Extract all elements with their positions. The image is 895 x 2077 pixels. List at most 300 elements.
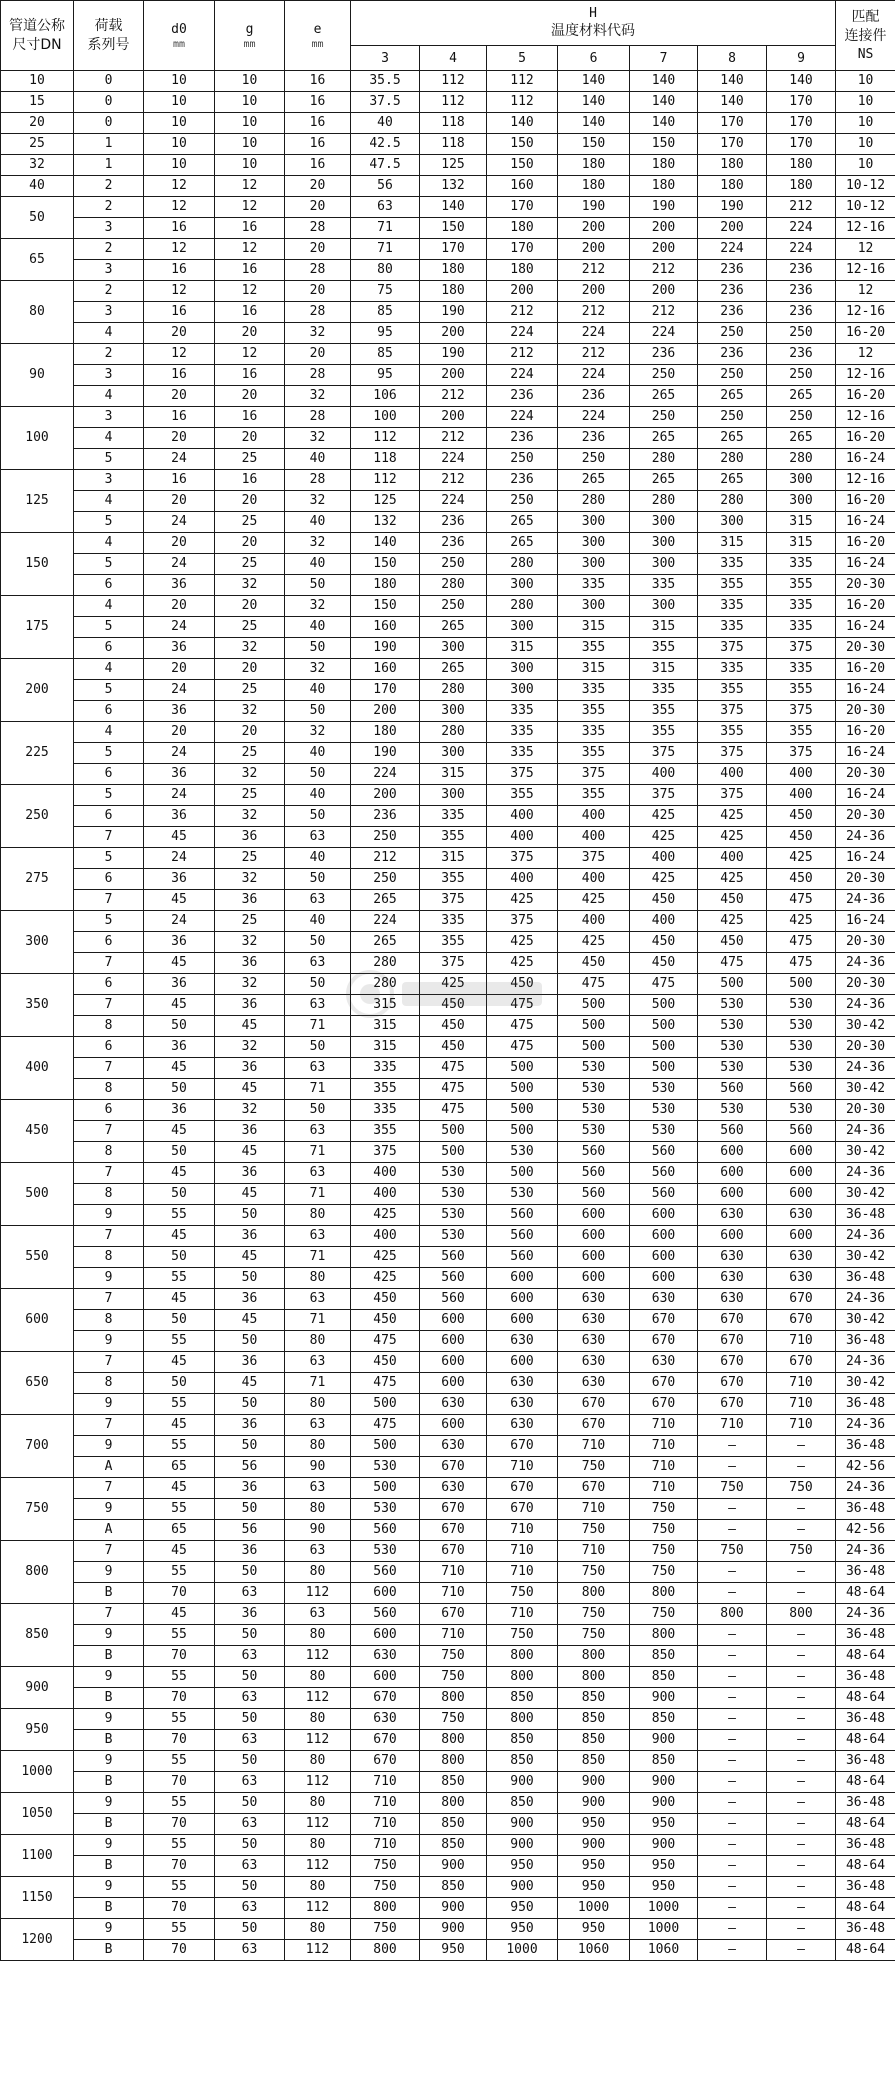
cell-h-5: 300 — [487, 617, 558, 638]
cell-d0: 16 — [144, 302, 215, 323]
cell-h-6: 212 — [558, 344, 630, 365]
table-row — [1, 1940, 895, 1961]
cell-h-6: 180 — [558, 176, 630, 197]
cell-h-4: 212 — [420, 386, 487, 407]
cell-h-4: 280 — [420, 680, 487, 701]
cell-e: 112 — [285, 1646, 351, 1667]
cell-h-5: 850 — [487, 1688, 558, 1709]
cell-h-3: 500 — [351, 1436, 420, 1457]
cell-g: 16 — [215, 365, 285, 386]
cell-ns: 24-36 — [836, 1289, 895, 1310]
cell-h-5: 500 — [487, 1058, 558, 1079]
cell-dn: 275 — [1, 848, 74, 911]
cell-h-5: 265 — [487, 512, 558, 533]
cell-e: 50 — [285, 1037, 351, 1058]
cell-ns: 16-20 — [836, 533, 895, 554]
cell-series: 3 — [74, 407, 144, 428]
cell-h-6: 850 — [558, 1730, 630, 1751]
cell-h-7: 315 — [630, 617, 698, 638]
cell-series: 2 — [74, 281, 144, 302]
cell-dn: 32 — [1, 155, 74, 176]
cell-e: 80 — [285, 1919, 351, 1940]
cell-h-4: 670 — [420, 1520, 487, 1541]
cell-h-4: 475 — [420, 1058, 487, 1079]
cell-series: 9 — [74, 1436, 144, 1457]
table-row — [1, 554, 895, 575]
table-row — [1, 386, 895, 407]
cell-h-9: – — [767, 1730, 836, 1751]
cell-series: 2 — [74, 344, 144, 365]
table-row — [1, 932, 895, 953]
cell-ns: 36-48 — [836, 1625, 895, 1646]
cell-h-8: 265 — [698, 428, 767, 449]
cell-d0: 55 — [144, 1499, 215, 1520]
cell-g: 63 — [215, 1646, 285, 1667]
table-row — [1, 1100, 895, 1121]
cell-g: 36 — [215, 1541, 285, 1562]
cell-h-9: 265 — [767, 428, 836, 449]
cell-h-6: 750 — [558, 1520, 630, 1541]
cell-h-9: – — [767, 1562, 836, 1583]
cell-d0: 36 — [144, 764, 215, 785]
cell-h-3: 630 — [351, 1709, 420, 1730]
cell-h-9: – — [767, 1667, 836, 1688]
cell-g: 36 — [215, 1415, 285, 1436]
table-row — [1, 1919, 895, 1940]
cell-h-9: 600 — [767, 1184, 836, 1205]
cell-h-9: 300 — [767, 470, 836, 491]
cell-e: 28 — [285, 302, 351, 323]
cell-series: 7 — [74, 890, 144, 911]
cell-g: 10 — [215, 113, 285, 134]
table-row — [1, 1310, 895, 1331]
cell-series: 8 — [74, 1310, 144, 1331]
cell-h-7: 450 — [630, 932, 698, 953]
cell-h-3: 600 — [351, 1625, 420, 1646]
cell-dn: 40 — [1, 176, 74, 197]
cell-h-6: 900 — [558, 1772, 630, 1793]
cell-h-8: 475 — [698, 953, 767, 974]
table-row — [1, 1814, 895, 1835]
cell-h-3: 160 — [351, 617, 420, 638]
cell-h-7: 300 — [630, 512, 698, 533]
cell-h-8: 265 — [698, 386, 767, 407]
cell-h-5: 355 — [487, 785, 558, 806]
cell-dn: 150 — [1, 533, 74, 596]
cell-series: 6 — [74, 1100, 144, 1121]
cell-h-3: 315 — [351, 1016, 420, 1037]
cell-h-3: 150 — [351, 596, 420, 617]
cell-h-6: 560 — [558, 1163, 630, 1184]
cell-h-3: 250 — [351, 827, 420, 848]
cell-h-7: 530 — [630, 1100, 698, 1121]
table-row — [1, 1730, 895, 1751]
cell-e: 112 — [285, 1898, 351, 1919]
cell-d0: 20 — [144, 533, 215, 554]
cell-series: 4 — [74, 323, 144, 344]
cell-h-3: 670 — [351, 1688, 420, 1709]
cell-h-8: 600 — [698, 1163, 767, 1184]
header-e — [285, 1, 351, 71]
cell-h-5: 112 — [487, 71, 558, 92]
cell-h-5: 800 — [487, 1667, 558, 1688]
cell-g: 20 — [215, 596, 285, 617]
cell-h-4: 280 — [420, 722, 487, 743]
cell-d0: 10 — [144, 134, 215, 155]
header-ns-line1: 匹配 — [851, 9, 880, 25]
table-row — [1, 1058, 895, 1079]
cell-h-6: 425 — [558, 932, 630, 953]
cell-h-9: – — [767, 1457, 836, 1478]
cell-h-3: 800 — [351, 1940, 420, 1961]
cell-series: 7 — [74, 1121, 144, 1142]
cell-series: 0 — [74, 113, 144, 134]
cell-h-9: 375 — [767, 743, 836, 764]
cell-d0: 50 — [144, 1142, 215, 1163]
cell-g: 50 — [215, 1205, 285, 1226]
cell-dn: 15 — [1, 92, 74, 113]
cell-e: 20 — [285, 281, 351, 302]
cell-h-8: 265 — [698, 470, 767, 491]
cell-h-3: 125 — [351, 491, 420, 512]
cell-h-4: 710 — [420, 1583, 487, 1604]
table-row — [1, 1562, 895, 1583]
cell-ns: 42-56 — [836, 1457, 895, 1478]
cell-h-9: 600 — [767, 1142, 836, 1163]
cell-series: 7 — [74, 1604, 144, 1625]
cell-h-4: 150 — [420, 218, 487, 239]
cell-e: 32 — [285, 491, 351, 512]
cell-h-3: 400 — [351, 1226, 420, 1247]
cell-h-4: 236 — [420, 533, 487, 554]
cell-e: 50 — [285, 575, 351, 596]
cell-h-9: 530 — [767, 1037, 836, 1058]
cell-d0: 55 — [144, 1394, 215, 1415]
cell-d0: 45 — [144, 1289, 215, 1310]
cell-h-9: 400 — [767, 764, 836, 785]
cell-h-9: 315 — [767, 533, 836, 554]
cell-h-8: – — [698, 1436, 767, 1457]
cell-h-3: 71 — [351, 218, 420, 239]
cell-d0: 24 — [144, 848, 215, 869]
cell-d0: 24 — [144, 512, 215, 533]
cell-g: 36 — [215, 1226, 285, 1247]
cell-dn: 100 — [1, 407, 74, 470]
cell-e: 28 — [285, 470, 351, 491]
cell-h-3: 140 — [351, 533, 420, 554]
cell-h-4: 530 — [420, 1184, 487, 1205]
cell-h-3: 750 — [351, 1856, 420, 1877]
cell-series: 9 — [74, 1877, 144, 1898]
cell-h-7: 850 — [630, 1709, 698, 1730]
cell-ns: 16-24 — [836, 680, 895, 701]
cell-ns: 20-30 — [836, 575, 895, 596]
table-row — [1, 113, 895, 134]
cell-h-4: 112 — [420, 71, 487, 92]
cell-e: 40 — [285, 848, 351, 869]
cell-e: 20 — [285, 239, 351, 260]
table-row — [1, 785, 895, 806]
cell-series: 3 — [74, 302, 144, 323]
cell-h-8: 530 — [698, 1058, 767, 1079]
cell-ns: 36-48 — [836, 1562, 895, 1583]
cell-h-5: 530 — [487, 1184, 558, 1205]
cell-h-7: 1000 — [630, 1898, 698, 1919]
cell-h-5: 670 — [487, 1436, 558, 1457]
cell-g: 63 — [215, 1814, 285, 1835]
cell-ns: 48-64 — [836, 1772, 895, 1793]
cell-series: 9 — [74, 1793, 144, 1814]
cell-series: 7 — [74, 1478, 144, 1499]
cell-h-9: – — [767, 1898, 836, 1919]
cell-g: 36 — [215, 1604, 285, 1625]
cell-h-5: 950 — [487, 1898, 558, 1919]
table-row — [1, 1142, 895, 1163]
cell-h-9: 560 — [767, 1121, 836, 1142]
cell-h-5: 280 — [487, 596, 558, 617]
cell-d0: 16 — [144, 470, 215, 491]
cell-h-5: 800 — [487, 1646, 558, 1667]
table-row — [1, 722, 895, 743]
cell-h-9: – — [767, 1751, 836, 1772]
cell-dn: 900 — [1, 1667, 74, 1709]
cell-h-7: 850 — [630, 1667, 698, 1688]
cell-dn: 90 — [1, 344, 74, 407]
cell-ns: 20-30 — [836, 701, 895, 722]
cell-h-5: 236 — [487, 428, 558, 449]
table-body — [1, 71, 895, 1961]
cell-h-6: 630 — [558, 1373, 630, 1394]
cell-series: 6 — [74, 974, 144, 995]
cell-e: 63 — [285, 827, 351, 848]
cell-h-3: 112 — [351, 470, 420, 491]
cell-d0: 70 — [144, 1898, 215, 1919]
cell-series: B — [74, 1814, 144, 1835]
cell-h-7: 450 — [630, 890, 698, 911]
cell-series: 7 — [74, 1352, 144, 1373]
cell-h-5: 224 — [487, 365, 558, 386]
table-row — [1, 1226, 895, 1247]
header-e-unit: mm — [311, 38, 324, 50]
header-series-line1: 荷载 — [94, 17, 123, 34]
cell-e: 16 — [285, 71, 351, 92]
cell-h-8: 375 — [698, 701, 767, 722]
cell-h-6: 212 — [558, 260, 630, 281]
cell-h-5: 300 — [487, 659, 558, 680]
table-row — [1, 1793, 895, 1814]
cell-h-6: 950 — [558, 1919, 630, 1940]
table-row — [1, 197, 895, 218]
cell-h-9: – — [767, 1436, 836, 1457]
table-row — [1, 470, 895, 491]
cell-h-8: 630 — [698, 1205, 767, 1226]
cell-h-6: 750 — [558, 1562, 630, 1583]
cell-ns: 10 — [836, 155, 895, 176]
cell-ns: 12-16 — [836, 470, 895, 491]
cell-h-5: 212 — [487, 302, 558, 323]
cell-h-6: 630 — [558, 1289, 630, 1310]
cell-h-7: 150 — [630, 134, 698, 155]
cell-e: 50 — [285, 1100, 351, 1121]
cell-h-5: 375 — [487, 911, 558, 932]
cell-h-5: 950 — [487, 1856, 558, 1877]
cell-e: 50 — [285, 701, 351, 722]
cell-series: 5 — [74, 512, 144, 533]
cell-h-4: 800 — [420, 1688, 487, 1709]
cell-h-9: 280 — [767, 449, 836, 470]
cell-h-8: 236 — [698, 281, 767, 302]
cell-h-9: – — [767, 1625, 836, 1646]
cell-h-5: 375 — [487, 764, 558, 785]
cell-h-9: 236 — [767, 344, 836, 365]
cell-h-6: 315 — [558, 617, 630, 638]
cell-g: 36 — [215, 953, 285, 974]
cell-h-5: 180 — [487, 218, 558, 239]
cell-h-7: 1000 — [630, 1919, 698, 1940]
cell-series: A — [74, 1457, 144, 1478]
cell-h-6: 200 — [558, 239, 630, 260]
table-row — [1, 974, 895, 995]
cell-h-9: 600 — [767, 1163, 836, 1184]
cell-e: 28 — [285, 365, 351, 386]
cell-g: 45 — [215, 1373, 285, 1394]
cell-ns: 36-48 — [836, 1331, 895, 1352]
table-row — [1, 1016, 895, 1037]
cell-h-4: 500 — [420, 1142, 487, 1163]
cell-h-7: 500 — [630, 995, 698, 1016]
table-row — [1, 302, 895, 323]
cell-h-4: 180 — [420, 260, 487, 281]
cell-h-9: 236 — [767, 260, 836, 281]
cell-h-5: 335 — [487, 722, 558, 743]
cell-h-7: 355 — [630, 722, 698, 743]
header-series — [74, 1, 144, 71]
cell-h-7: 850 — [630, 1646, 698, 1667]
cell-g: 36 — [215, 995, 285, 1016]
cell-g: 32 — [215, 575, 285, 596]
cell-ns: 48-64 — [836, 1940, 895, 1961]
cell-h-8: 236 — [698, 302, 767, 323]
cell-e: 40 — [285, 743, 351, 764]
cell-series: 7 — [74, 1058, 144, 1079]
cell-e: 71 — [285, 1247, 351, 1268]
cell-h-9: 335 — [767, 596, 836, 617]
cell-h-8: – — [698, 1835, 767, 1856]
cell-h-5: 150 — [487, 155, 558, 176]
cell-e: 50 — [285, 806, 351, 827]
cell-h-7: 400 — [630, 764, 698, 785]
cell-h-5: 500 — [487, 1100, 558, 1121]
cell-g: 36 — [215, 890, 285, 911]
cell-h-6: 850 — [558, 1751, 630, 1772]
cell-h-9: 180 — [767, 176, 836, 197]
cell-e: 28 — [285, 407, 351, 428]
cell-d0: 36 — [144, 575, 215, 596]
cell-series: 4 — [74, 596, 144, 617]
cell-g: 36 — [215, 1121, 285, 1142]
cell-h-7: 200 — [630, 281, 698, 302]
cell-h-9: 170 — [767, 113, 836, 134]
cell-h-4: 335 — [420, 806, 487, 827]
cell-ns: 36-48 — [836, 1499, 895, 1520]
cell-h-4: 200 — [420, 323, 487, 344]
table-row — [1, 659, 895, 680]
table-row — [1, 764, 895, 785]
cell-e: 63 — [285, 1541, 351, 1562]
cell-h-3: 670 — [351, 1751, 420, 1772]
cell-d0: 70 — [144, 1856, 215, 1877]
cell-h-5: 236 — [487, 470, 558, 491]
table-row — [1, 134, 895, 155]
cell-ns: 30-42 — [836, 1184, 895, 1205]
cell-h-8: 450 — [698, 890, 767, 911]
table-row — [1, 1121, 895, 1142]
cell-d0: 16 — [144, 260, 215, 281]
cell-d0: 45 — [144, 1415, 215, 1436]
cell-ns: 12-16 — [836, 407, 895, 428]
cell-h-6: 200 — [558, 218, 630, 239]
cell-h-9: 800 — [767, 1604, 836, 1625]
cell-h-8: 335 — [698, 617, 767, 638]
header-g-symbol: g — [245, 21, 254, 37]
cell-h-8: 335 — [698, 554, 767, 575]
cell-g: 63 — [215, 1856, 285, 1877]
cell-h-5: 900 — [487, 1877, 558, 1898]
cell-h-6: 265 — [558, 470, 630, 491]
cell-h-4: 500 — [420, 1121, 487, 1142]
cell-d0: 24 — [144, 785, 215, 806]
cell-h-4: 800 — [420, 1793, 487, 1814]
cell-series: 6 — [74, 701, 144, 722]
cell-g: 45 — [215, 1142, 285, 1163]
cell-d0: 55 — [144, 1436, 215, 1457]
cell-h-9: 224 — [767, 218, 836, 239]
cell-h-6: 140 — [558, 113, 630, 134]
cell-ns: 24-36 — [836, 890, 895, 911]
cell-h-6: 710 — [558, 1541, 630, 1562]
header-ns — [836, 1, 895, 71]
table-row — [1, 869, 895, 890]
cell-h-8: 530 — [698, 1016, 767, 1037]
cell-h-3: 160 — [351, 659, 420, 680]
cell-h-3: 132 — [351, 512, 420, 533]
cell-h-8: – — [698, 1793, 767, 1814]
cell-h-6: 450 — [558, 953, 630, 974]
cell-h-4: 850 — [420, 1835, 487, 1856]
cell-e: 80 — [285, 1394, 351, 1415]
cell-h-4: 900 — [420, 1856, 487, 1877]
cell-h-7: 750 — [630, 1541, 698, 1562]
cell-ns: 16-24 — [836, 785, 895, 806]
cell-ns: 20-30 — [836, 764, 895, 785]
cell-h-7: 425 — [630, 869, 698, 890]
cell-h-4: 375 — [420, 890, 487, 911]
cell-h-8: – — [698, 1940, 767, 1961]
cell-e: 80 — [285, 1205, 351, 1226]
cell-h-4: 530 — [420, 1205, 487, 1226]
table-row — [1, 1583, 895, 1604]
cell-h-3: 315 — [351, 1037, 420, 1058]
cell-h-6: 300 — [558, 533, 630, 554]
cell-h-8: 315 — [698, 533, 767, 554]
cell-g: 10 — [215, 92, 285, 113]
cell-h-7: 710 — [630, 1457, 698, 1478]
cell-e: 32 — [285, 386, 351, 407]
cell-g: 25 — [215, 617, 285, 638]
cell-g: 63 — [215, 1772, 285, 1793]
cell-h-8: 425 — [698, 806, 767, 827]
cell-h-6: 950 — [558, 1877, 630, 1898]
